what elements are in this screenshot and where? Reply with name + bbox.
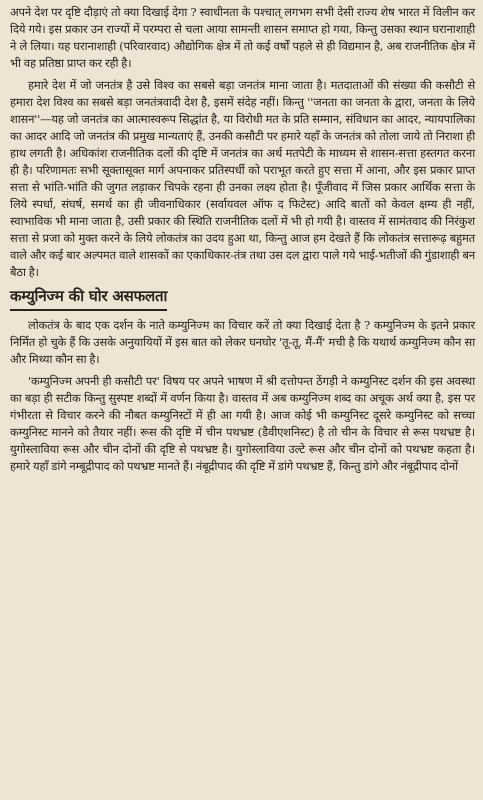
paragraph-democracy: हमारे देश में जो जनतंत्र है उसे विश्व का सबसे बड़ा जनतंत्र माना जाता है। मतदाताओं की संख्या की कसौटी से हमारा देश विश्व का सबसे बड़ा जनतंत्रवादी देश है, इसमें संदेह नहीं। किन्तु ''जनता का जनता के द्वारा, जनता के लिये शासन''—यह जो जनतंत्र का आत्मास्वरूप सिद्धांत है, या विरोधी मत के प्रति सम्मान, संविधान का आदर, न्यायपालिका का आदर आदि जो जनतंत्र की प्रमुख मान्यताएं हैं, उनकी कसौटी पर हमारे यहाँ के जनतंत्र को तोला जाये तो निराशा ही हाथ लगती है। अधिकांश राजनीतिक दलों की दृष्टि में जनतंत्र का अर्थ मतपेटी के माध्यम से शासन-सत्ता हस्तगत करना ही है। परिणामतः सभी सूक्तासूक्त मार्ग अपनाकर प्रतिस्पर्धी को पराभूत करते हुए सत्ता में आना, और इस प्रकार प्राप्त सत्ता से भांति-भांति की जुगत लड़ाकर चिपके रहना ही उनका लक्ष्य होता है। पूँजीवाद में जिस प्रकार आर्थिक सत्ता के लिये स्पर्धा, संघर्ष, समर्थ का ही जीवनाधिकार (सर्वायवल ऑफ द फिटेस्ट) आदि बातों को केवल क्षम्य ही नहीं, स्वाभाविक भी माना जाता है, उसी प्रकार की स्थिति राजनीतिक दलों में भी हो गयी है। वास्तव में सामंतवाद की निरंकुश सत्ता से प्रजा को मुक्त करने के लिये लोकतंत्र का उदय हुआ था, किन्तु आज हम देखते हैं कि लोकतंत्र सत्तारूढ़ बहुमत वाले और कई बार अल्पमत वाले शासकों का एकाधिकार-तंत्र तथा उस दल द्वारा पाले गये भाई-भतीजों की गुंडाशाही बन बैठा है। [10,78,475,279]
section-heading-wrap [10,286,475,311]
paragraph-communism-intro: लोकतंत्र के बाद एक दर्शन के नाते कम्युनिज्म का विचार करें तो क्या दिखाई देता है ? कम्युनिज्म के इतने प्रकार निर्मित हो चुके हैं कि उसके अनुयायियों में इस बात को लेकर घनघोर 'तू-तू, मैं-मैं' मची है कि यथार्थ कम्युनिज्म कौन सा और मिथ्या कौन सा है। [10,318,475,366]
paragraph-intro: अपने देश पर दृष्टि दौड़ाएं तो क्या दिखाई देगा ? स्वाधीनता के पश्चात् लगभग सभी देसी राज्य शेष भारत में विलीन कर दिये गये। इस प्रकार उन राज्यों में परम्परा से चला आया सामन्ती शासन समाप्त हो गया, किन्तु उसका स्थान घरानाशाही ने ले लिया। यह घरानाशाही (परिवारवाद) औद्योगिक क्षेत्र में तो कई वर्षों पहले से ही विद्यमान है, अब राजनीतिक क्षेत्र में भी वह प्रतिष्ठा प्राप्त कर रही है। [10,5,475,70]
paragraph-communism-thengadi: 'कम्युनिज्म अपनी ही कसौटी पर' विषय पर अपने भाषण में श्री दत्तोपन्त ठेंगड़ी ने कम्युनिस्ट दर्शन की इस अवस्था का बड़ा ही सटीक किन्तु सुस्पष्ट शब्दों में वर्णन किया है। वास्तव में अब कम्युनिज्म शब्द का अचूक अर्थ क्या है, इस पर गंभीरता से विचार करने की नौबत कम्युनिस्टों में ही आ गयी है। आज कोई भी कम्युनिस्ट दूसरे कम्युनिस्ट को सच्चा कम्युनिस्ट मानने को तैयार नहीं। रूस की दृष्टि में चीन पथभ्रष्ट (डैवीएशनिस्ट) है तो चीन के विचार से रूस पथभ्रष्ट है। युगोस्लाविया रूस और चीन दोनों की दृष्टि से पथभ्रष्ट है। युगोस्लाविया उल्टे रूस और चीन दोनों को पथभ्रष्ट कहता है। हमारे यहाँ डांगे नम्बूद्रीपाद को पथभ्रष्ट मानते हैं। नंबूद्रीपाद की दृष्टि में डांगे पथभ्रष्ट हैं, किन्तु डांगे और नंबूद्रीपाद दोनों [10,374,475,473]
section-heading: कम्युनिज्म की घोर असफलता [10,286,167,311]
